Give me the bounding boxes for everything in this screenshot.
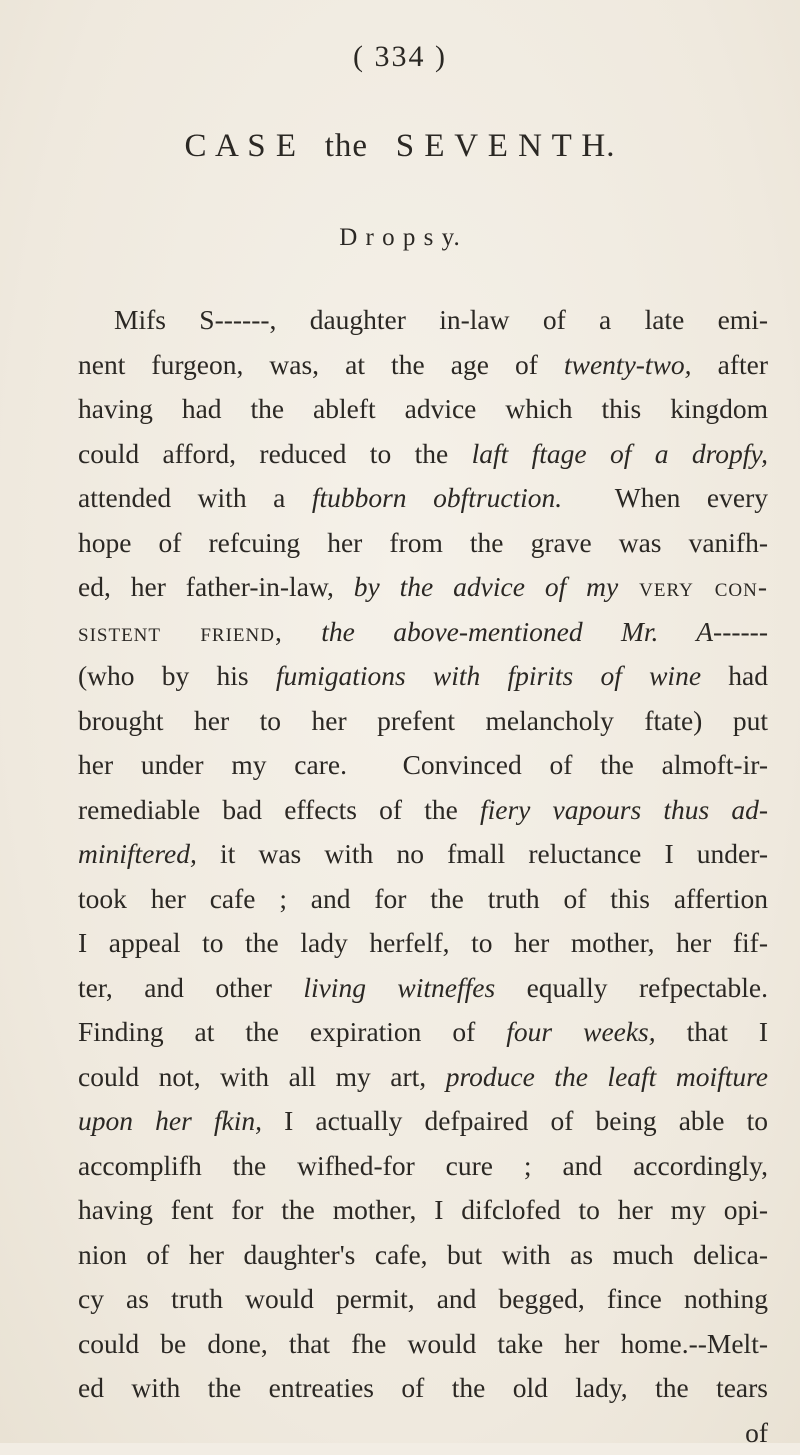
text-run: ftubborn obftruction. [312,482,562,513]
text-run: sistent friend, [78,616,283,647]
text-run: miniftered, [78,838,197,869]
text-run: (who by his [78,660,276,691]
text-line [78,610,768,655]
text-run: equally refpectable. [495,972,768,1003]
text-run: When every [562,482,768,513]
case-subheading: D r o p s y. [0,224,800,252]
text-line [78,476,768,521]
text-line [78,298,768,343]
text-run: attended with a [78,482,312,513]
text-run: her under my care. Convinced of the almoft-ir- [78,749,768,780]
text-run: took her cafe ; and for the truth of this affertion [78,883,768,914]
text-line [78,1055,768,1100]
text-line [78,432,768,477]
case-heading: C A S E the S E V E N T H. [0,128,800,165]
text-line [78,565,768,610]
text-run: produce the leaft moifture [446,1061,768,1092]
text-line [78,699,768,744]
text-line [78,654,768,699]
text-line [78,1277,768,1322]
text-run: having fent for the mother, I difclofed to her my opi- [78,1194,768,1225]
text-run: had [701,660,768,691]
text-line [78,387,768,432]
text-run: brought her to her prefent melancholy ftate) put [78,705,768,736]
text-run: Mifs S------, daughter in-law of a late emi- [114,304,768,335]
text-run: twenty-two, [564,349,692,380]
text-run: fiery vapours thus ad- [480,794,768,825]
text-line [78,743,768,788]
text-run: remediable bad effects of the [78,794,480,825]
text-run: upon her fkin, [78,1105,262,1136]
text-run: nent furgeon, was, at the age of [78,349,564,380]
text-run: ed with the entreaties of the old lady, the tears [78,1372,768,1403]
text-line [78,1188,768,1233]
text-line [78,966,768,1011]
text-line [78,1233,768,1278]
text-run: accomplifh the wifhed-for cure ; and accordingly, [78,1150,768,1181]
text-line [78,1322,768,1367]
text-run: could afford, reduced to the [78,438,472,469]
text-run: cy as truth would permit, and begged, fince nothing [78,1283,768,1314]
catchword: of [78,1411,768,1455]
page-number: ( 334 ) [0,40,800,74]
text-run: that I [656,1016,768,1047]
text-run: I appeal to the lady herfelf, to her mother, her fif- [78,927,768,958]
text-run: it was with no fmall reluctance I under- [197,838,768,869]
text-line [78,921,768,966]
text-line [78,832,768,877]
text-line [78,1366,768,1411]
text-line [78,1144,768,1189]
text-run: nion of her daughter's cafe, but with as much delica- [78,1239,768,1270]
text-run: I actually defpaired of being able to [262,1105,768,1136]
body-text [78,298,768,1455]
text-run: after [692,349,768,380]
text-run: ter, and other [78,972,303,1003]
text-line [78,521,768,566]
text-run: very con- [618,571,768,602]
text-run: fumigations with fpirits of wine [276,660,701,691]
text-line [78,788,768,833]
text-run: could be done, that fhe would take her home.--Melt- [78,1328,768,1359]
text-run: living witneffes [303,972,495,1003]
text-run: ed, her father-in-law, [78,571,354,602]
text-run: by the advice of my [354,571,618,602]
text-run: having had the ableft advice which this kingdom [78,393,768,424]
text-run: four weeks, [506,1016,655,1047]
text-run [283,616,321,647]
text-line [78,343,768,388]
text-line [78,1099,768,1144]
text-run: could not, with all my art, [78,1061,446,1092]
text-line [78,1010,768,1055]
text-run: laft ftage of a dropfy, [472,438,768,469]
text-line [78,877,768,922]
text-run: the above-mentioned Mr. A------ [321,616,768,647]
text-run: hope of refcuing her from the grave was vanifh- [78,527,768,558]
text-run: Finding at the expiration of [78,1016,506,1047]
